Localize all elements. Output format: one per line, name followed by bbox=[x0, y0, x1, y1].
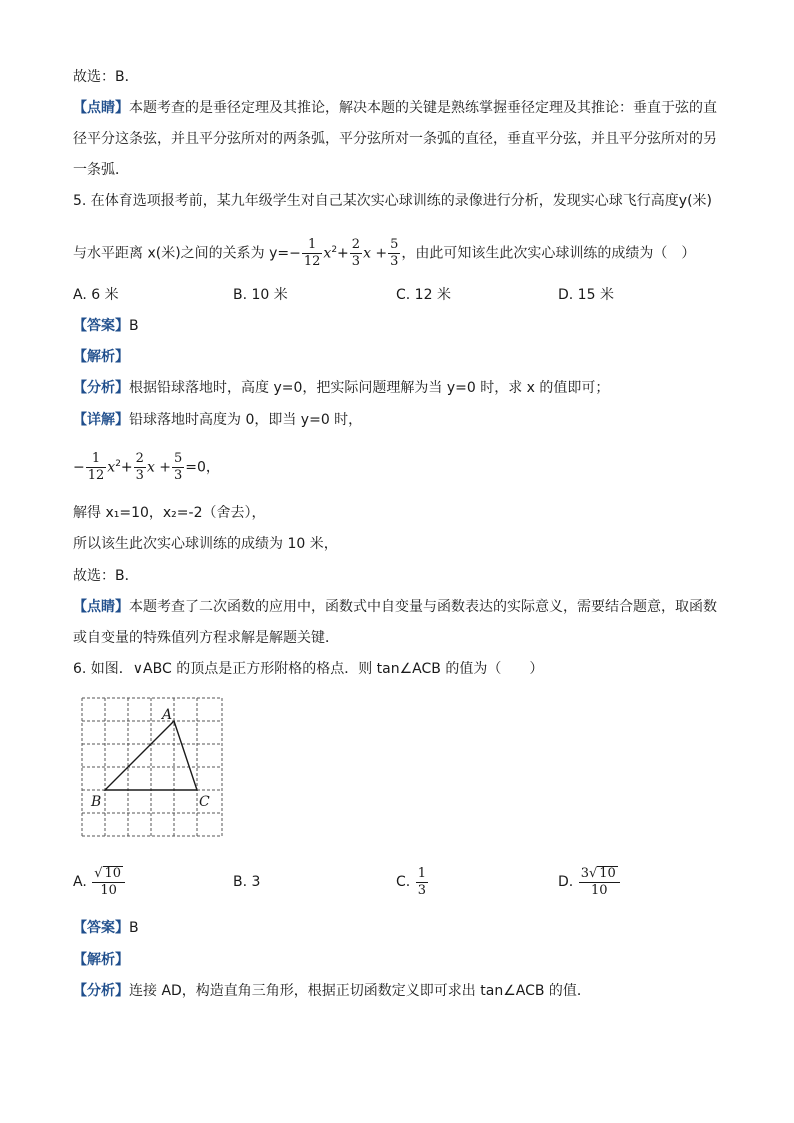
q5-option-b: B. 10 米 bbox=[233, 287, 288, 303]
q6-analysis-tag: 【解析】 bbox=[73, 952, 129, 968]
dianjing-line-2: 径平分这条弦，并且平分弦所对的两条弧，平分弦所对一条弧的直径，垂直平分弦，并且平分弦所对的另 bbox=[73, 131, 717, 147]
dianjing-line-3: 一条弧． bbox=[73, 162, 129, 178]
q5-stem-text-d: ，由此可知该生此次实心球训练的成绩为（ ） bbox=[401, 245, 696, 262]
q6-answer: 【答案】B bbox=[73, 920, 139, 936]
q5-analysis-tag: 【解析】 bbox=[73, 349, 129, 365]
q6-option-b: B. 3 bbox=[233, 874, 261, 890]
grid-lines bbox=[82, 698, 222, 836]
q5-detail: 【详解】铅球落地时高度为 0，即当 y=0 时， bbox=[73, 412, 363, 428]
q5-choose: 故选：B． bbox=[73, 568, 139, 584]
q6-grid-figure bbox=[78, 694, 226, 840]
eq-frac-2: $\frac{2}{3}$ bbox=[135, 451, 144, 484]
dianjing-text-1: 本题考查的是垂径定理及其推论，解决本题的关键是熟练掌握垂径定理及其推论：垂直于弦的直 bbox=[129, 100, 717, 116]
q6-option-c: C. $\frac{1}{3}$ bbox=[396, 865, 426, 898]
q5-option-c: C. 12 米 bbox=[396, 287, 451, 303]
q5-stem-line-1: 5. 在体育选项报考前，某九年级学生对自己某次实心球训练的录像进行分析，发现实心球飞行高度y(米) bbox=[73, 193, 713, 209]
q5-stem-text-a: 与水平距离 x(米)之间的关系为 y=− bbox=[73, 245, 301, 262]
q5-solve: 解得 x₁=10，x₂=-2（舍去）， bbox=[73, 505, 266, 521]
q5-equation: − $\frac{1}{12}$ $x^2+$ $\frac{2}{3}$ x + $\frac{5}{3}$ =0， bbox=[73, 451, 220, 484]
q5-frac-1: $\frac{1}{12}$ bbox=[303, 237, 321, 270]
q6-stem: 6. 如图．∨ABC 的顶点是正方形附格的格点．则 tan∠ACB 的值为（ ） bbox=[73, 661, 544, 677]
q6-option-a: A. $\frac{√ 10}{10}$ bbox=[73, 862, 126, 902]
q5-conclude: 所以该生此次实心球训练的成绩为 10 米， bbox=[73, 536, 338, 552]
dianjing-tag: 【点睛】 bbox=[73, 100, 129, 116]
q5-frac-2: $\frac{2}{3}$ bbox=[351, 237, 361, 270]
q5-stem-line-2: 与水平距离 x(米)之间的关系为 y=− $\frac{1}{12}$ $x^2+$ $\frac{2}{3}$ x + $\frac{5}{3}$ ，由此可知该生此次实心球训练的成绩为（ ） bbox=[73, 237, 696, 270]
eq-frac-1: $\frac{1}{12}$ bbox=[87, 451, 105, 484]
label-c: C bbox=[199, 794, 210, 810]
label-a: A bbox=[162, 707, 173, 723]
label-b: B bbox=[91, 794, 102, 810]
eq-frac-3: $\frac{5}{3}$ bbox=[174, 451, 183, 484]
q5-answer: 【答案】B bbox=[73, 318, 139, 334]
q5-dianjing-line-1: 【点睛】本题考查了二次函数的应用中，函数式中自变量与函数表达的实际意义，需要结合题意，取函数 bbox=[73, 599, 717, 615]
q5-dianjing-line-2: 或自变量的特殊值列方程求解是解题关键． bbox=[73, 630, 339, 646]
q5-fenxi: 【分析】根据铅球落地时，高度 y=0，把实际问题理解为当 y=0 时，求 x 的值即可； bbox=[73, 380, 610, 396]
q5-option-d: D. 15 米 bbox=[558, 287, 614, 303]
q5-frac-3: $\frac{5}{3}$ bbox=[390, 237, 399, 270]
dianjing-line-1 bbox=[73, 97, 733, 119]
para-choose-b: 故选：B． bbox=[73, 69, 139, 85]
q5-option-a: A. 6 米 bbox=[73, 287, 119, 303]
q6-fenxi: 【分析】连接 AD，构造直角三角形，根据正切函数定义即可求出 tan∠ACB 的值． bbox=[73, 983, 591, 999]
q6-option-d: D. $\frac{3√ 10}{10}$ bbox=[558, 862, 621, 902]
